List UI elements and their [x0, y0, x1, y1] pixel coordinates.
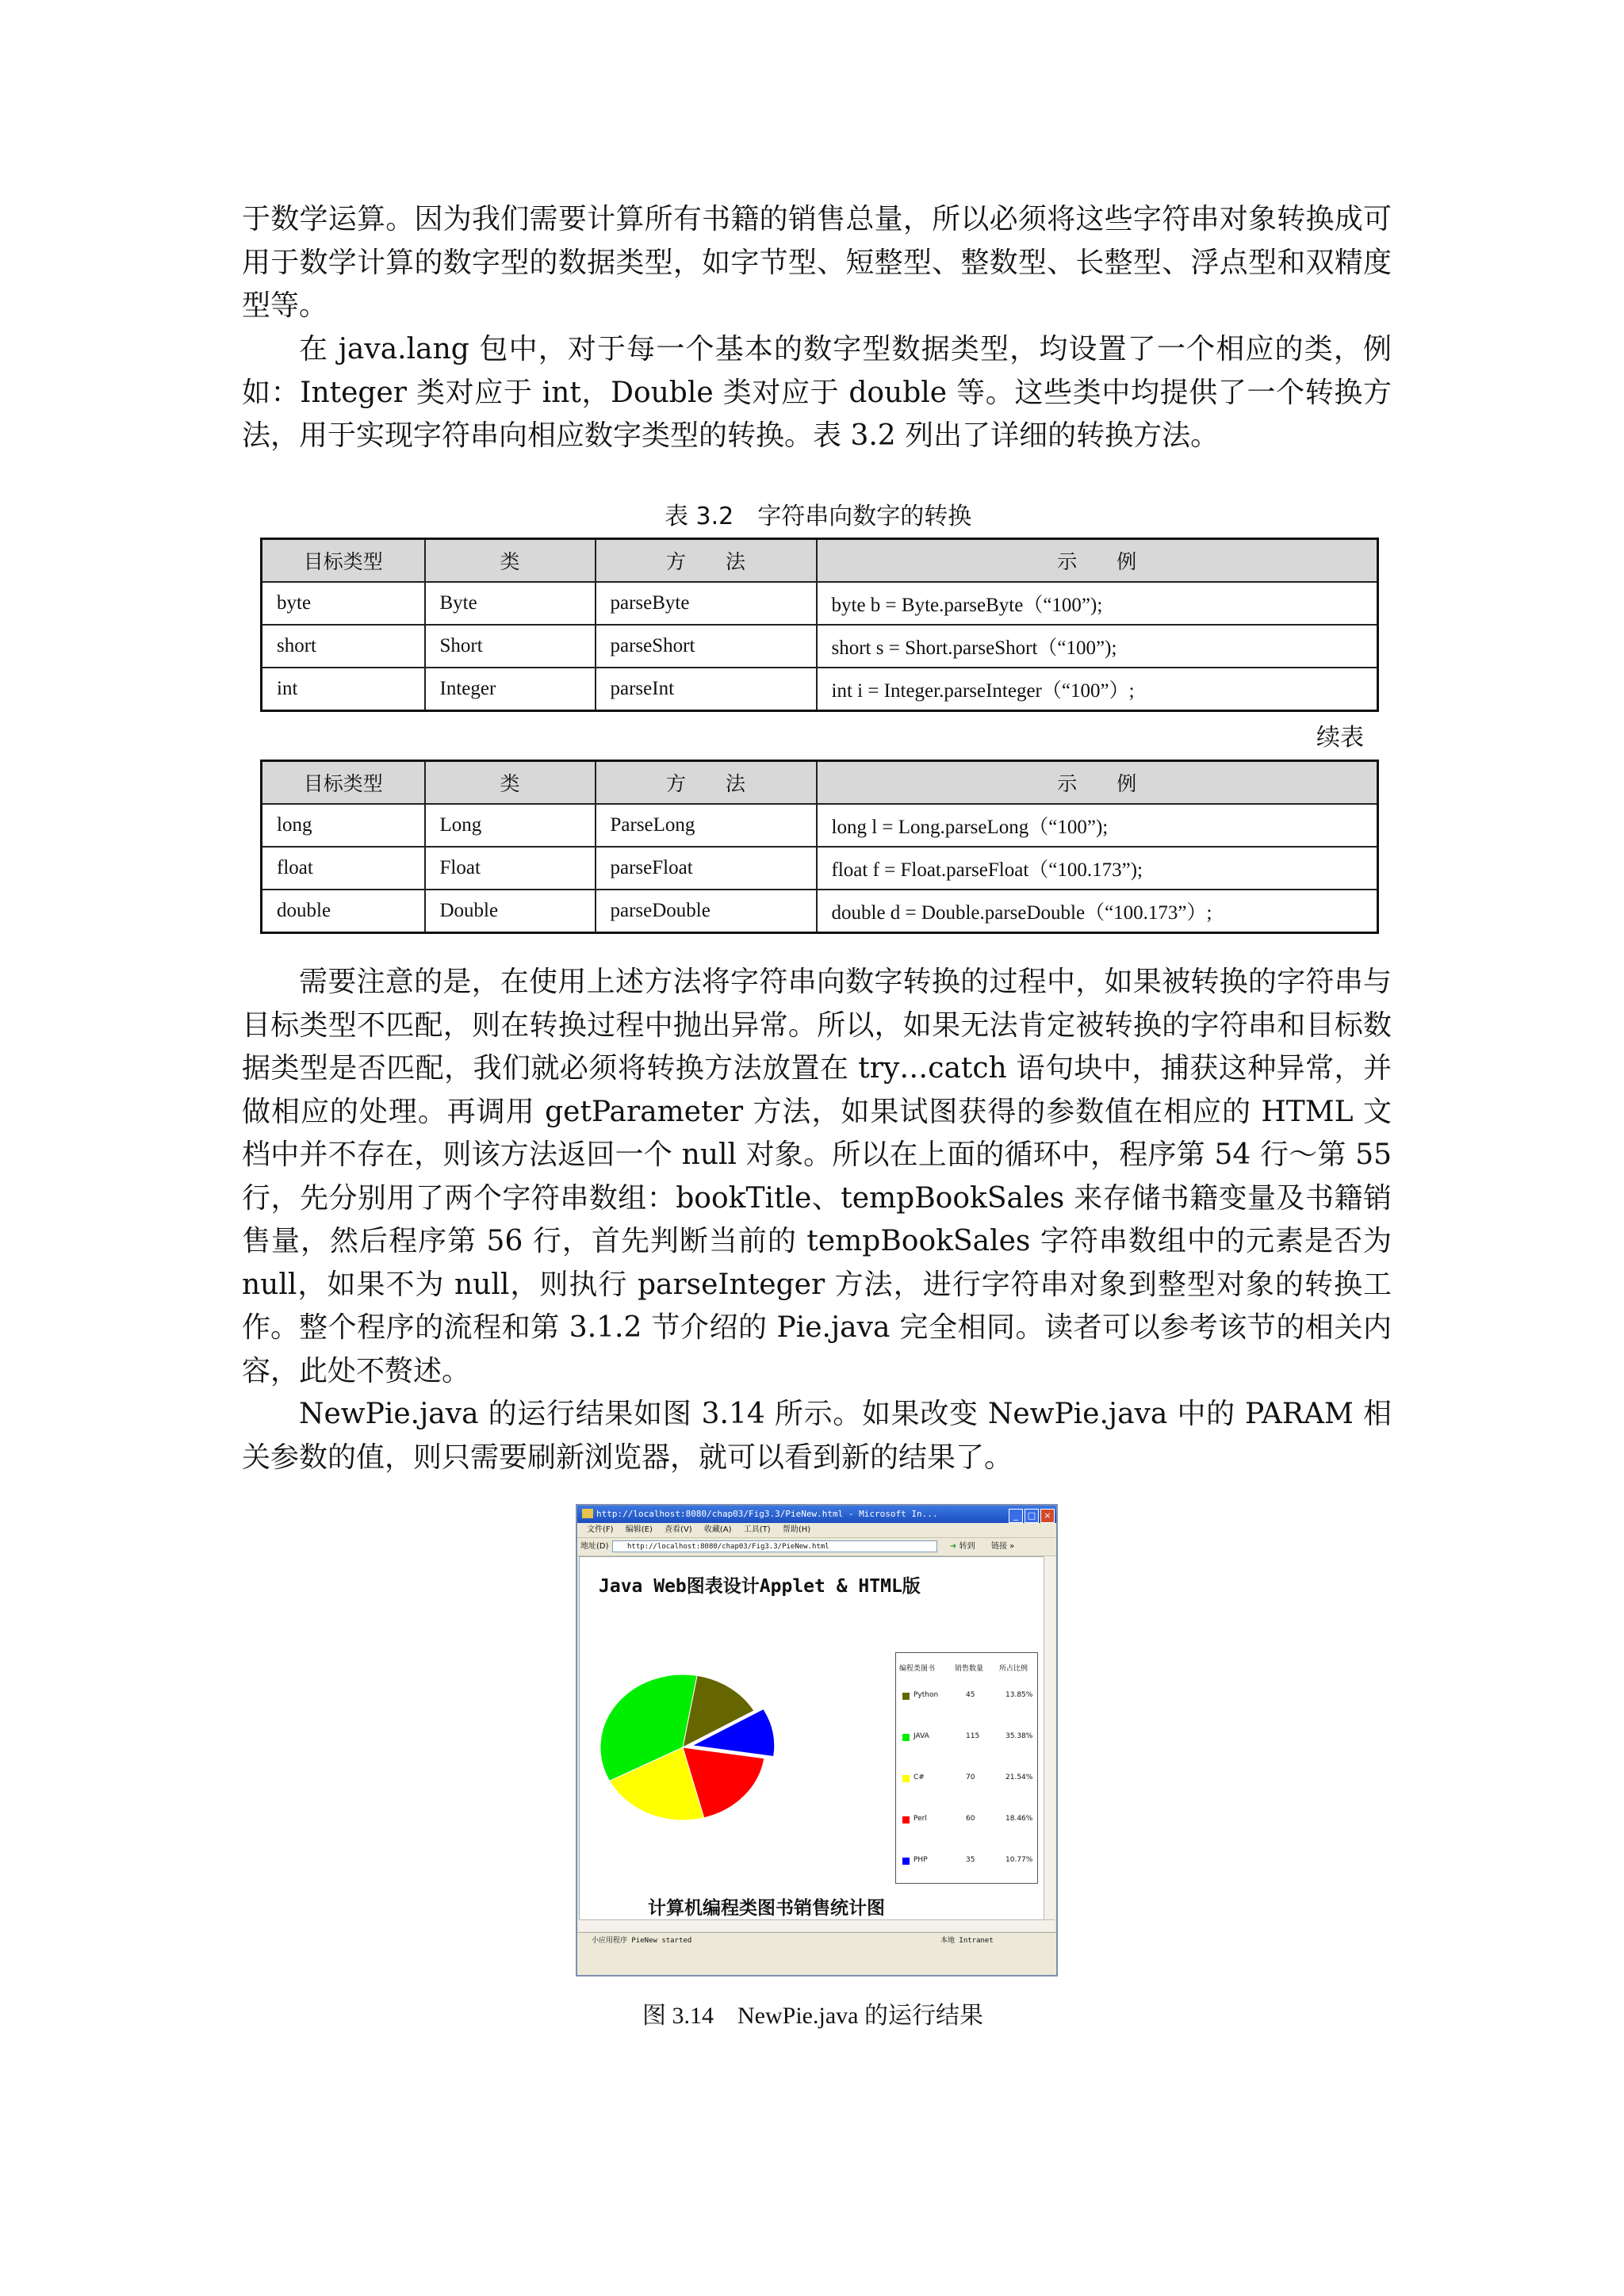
legend-percent: 10.77% [1005, 1856, 1033, 1864]
cell-type: long [262, 804, 425, 847]
address-input[interactable]: http://localhost:8080/chap03/Fig3.3/PieNew.html [612, 1540, 937, 1552]
menu-favorites[interactable]: 收藏(A) [703, 1525, 732, 1534]
conversion-table-2 [260, 760, 1379, 934]
legend-row-java [896, 1732, 1037, 1743]
table-row [262, 890, 1378, 933]
table-row [262, 847, 1378, 890]
cell-example: byte b = Byte.parseByte（“100”); [817, 582, 1378, 625]
menu-help[interactable]: 帮助(H) [782, 1525, 811, 1534]
legend-quantity: 60 [966, 1815, 975, 1823]
legend-category: Python [914, 1691, 939, 1699]
cell-type: float [262, 847, 425, 890]
header-example: 示 例 [817, 539, 1378, 583]
header-target-type: 目标类型 [262, 761, 425, 805]
pie-chart [589, 1652, 779, 1843]
ie-page-icon [582, 1509, 593, 1518]
table-header-row [262, 539, 1378, 583]
browser-window-screenshot [576, 1504, 1058, 1976]
zone-text: 本地 Intranet [940, 1937, 994, 1945]
legend-quantity: 35 [966, 1856, 975, 1864]
chart-title: Java Web图表设计Applet & HTML版 [599, 1576, 921, 1597]
minimize-icon[interactable]: _ [1009, 1509, 1023, 1523]
cell-example: float f = Float.parseFloat（“100.173”); [817, 847, 1378, 890]
legend-percent: 35.38% [1005, 1732, 1033, 1740]
menu-bar [577, 1523, 1056, 1538]
cell-type: int [262, 668, 425, 711]
cell-method: ParseLong [596, 804, 817, 847]
legend-swatch [902, 1734, 910, 1741]
menu-edit[interactable]: 编辑(E) [625, 1525, 653, 1534]
cell-method: parseInt [596, 668, 817, 711]
legend-category: Perl [914, 1815, 927, 1823]
cell-class: Float [425, 847, 596, 890]
applet-content [579, 1556, 1045, 1921]
cell-class: Integer [425, 668, 596, 711]
legend-category: JAVA [914, 1732, 929, 1740]
cell-class: Double [425, 890, 596, 933]
paragraph-4: 整个程序的流程和第 3.1.2 节介绍的 Pie.java 完全相同。读者可以参考该节的相关内容，此处不赘述。 [242, 1311, 1392, 1387]
header-target-type: 目标类型 [262, 539, 425, 583]
close-icon[interactable]: × [1040, 1509, 1055, 1523]
conversion-table-1 [260, 538, 1379, 712]
header-method: 方 法 [596, 761, 817, 805]
legend-row-php [896, 1856, 1037, 1867]
legend-swatch [902, 1775, 910, 1782]
cell-method: parseDouble [596, 890, 817, 933]
legend-header-quantity: 销售数量 [955, 1665, 984, 1673]
table-row [262, 804, 1378, 847]
legend-row-csharp [896, 1774, 1037, 1785]
legend-quantity: 115 [966, 1732, 980, 1740]
cell-example: double d = Double.parseDouble（“100.173”）; [817, 890, 1378, 933]
status-bar [577, 1932, 1056, 1949]
cell-example: int i = Integer.parseInteger（“100”）; [817, 668, 1378, 711]
maximize-icon[interactable]: □ [1025, 1509, 1039, 1523]
go-arrow-icon: ➜ [950, 1542, 957, 1551]
table-row [262, 582, 1378, 625]
legend-percent: 18.46% [1005, 1815, 1033, 1823]
legend-swatch [902, 1693, 910, 1700]
cell-type: byte [262, 582, 425, 625]
address-label: 地址(D) [580, 1542, 609, 1551]
legend-swatch [902, 1816, 910, 1823]
window-controls [1007, 1507, 1055, 1521]
continued-label: 续表 [1316, 724, 1364, 752]
chart-bottom-title: 计算机编程类图书销售统计图 [648, 1898, 885, 1919]
table-row [262, 668, 1378, 711]
header-class: 类 [425, 761, 596, 805]
go-label: 转到 [959, 1542, 975, 1551]
figure-caption: 图 3.14 NewPie.java 的运行结果 [642, 2003, 983, 2029]
menu-file[interactable]: 文件(F) [587, 1525, 614, 1534]
go-button[interactable] [950, 1538, 975, 1556]
address-bar [577, 1538, 1056, 1556]
header-class: 类 [425, 539, 596, 583]
cell-example: long l = Long.parseLong（“100”); [817, 804, 1378, 847]
status-text: 小应用程序 PieNew started [592, 1937, 692, 1945]
menu-tools[interactable]: 工具(T) [743, 1525, 771, 1534]
window-title: http://localhost:8080/chap03/Fig3.3/PieNew.html - Microsoft In... [596, 1509, 938, 1519]
cell-class: Short [425, 625, 596, 668]
legend-header-book: 编程类图书 [899, 1665, 936, 1673]
cell-type: short [262, 625, 425, 668]
paragraph-3: 需要注意的是，在使用上述方法将字符串向数字转换的过程中，如果被转换的字符串与目标类型不匹配，则在转换过程中抛出异常。所以，如果无法肯定被转换的字符串和目标数据类型是否匹配，我们就必须将转换方法放置在 try…catch 语句块中，捕获这种异常，并做相应的处理。再调用 getParameter 方法，如果试图获得的参数值在相应的 HTML 文档中并不存在，则该方法返回一个 null 对象。所以在上面的循环中，程序第 54 行～第 55 行，先分别用了两个字符串数组：bookTitle、tempBookSales 来存储书籍变量及书籍销售量，然后程序第 56 行，首先判断当前的 tempBookSales 字符串数组中的元素是否为 null，如果不为 null，则执行 parseInteger 方法，进行字符串对象到整型对象的转换工作。 [242, 966, 1392, 1344]
legend-row-perl [896, 1815, 1037, 1826]
legend-quantity: 70 [966, 1774, 975, 1781]
legend-percent: 13.85% [1005, 1691, 1033, 1699]
legend-swatch [902, 1858, 910, 1865]
header-example: 示 例 [817, 761, 1378, 805]
cell-method: parseByte [596, 582, 817, 625]
paragraph-5: NewPie.java 的运行结果如图 3.14 所示。如果改变 NewPie.java 中的 PARAM 相关参数的值，则只需要刷新浏览器，就可以看到新的结果了。 [242, 1398, 1392, 1474]
legend-percent: 21.54% [1005, 1774, 1033, 1781]
cell-example: short s = Short.parseShort（“100”); [817, 625, 1378, 668]
vertical-scrollbar[interactable] [1044, 1556, 1055, 1919]
legend-category: C# [914, 1774, 925, 1781]
table-caption: 表 3.2 字符串向数字的转换 [665, 503, 972, 530]
chart-legend [895, 1652, 1038, 1884]
links-button[interactable]: 链接 » [991, 1542, 1015, 1551]
horizontal-scrollbar[interactable] [579, 1919, 1055, 1931]
header-method: 方 法 [596, 539, 817, 583]
table-row [262, 625, 1378, 668]
cell-method: parseFloat [596, 847, 817, 890]
table-header-row [262, 761, 1378, 805]
menu-view[interactable]: 查看(V) [665, 1525, 692, 1534]
legend-category: PHP [914, 1856, 928, 1864]
paragraph-2: 在 java.lang 包中，对于每一个基本的数字型数据类型，均设置了一个相应的类，例如：Integer 类对应于 int，Double 类对应于 double 等。这些类中均提供了一个转换方法，用于实现字符串向相应数字类型的转换。表 3.2 列出了详细的转换方法。 [242, 333, 1392, 452]
paragraph-1: 于数学运算。因为我们需要计算所有书籍的销售总量，所以必须将这些字符串对象转换成可用于数学计算的数字型的数据类型，如字节型、短整型、整数型、长整型、浮点型和双精度型等。 [242, 203, 1392, 322]
legend-quantity: 45 [966, 1691, 975, 1699]
legend-header-percent: 所占比例 [999, 1665, 1028, 1673]
legend-row-python [896, 1691, 1037, 1702]
cell-method: parseShort [596, 625, 817, 668]
cell-class: Byte [425, 582, 596, 625]
window-titlebar [577, 1506, 1056, 1523]
cell-class: Long [425, 804, 596, 847]
cell-type: double [262, 890, 425, 933]
